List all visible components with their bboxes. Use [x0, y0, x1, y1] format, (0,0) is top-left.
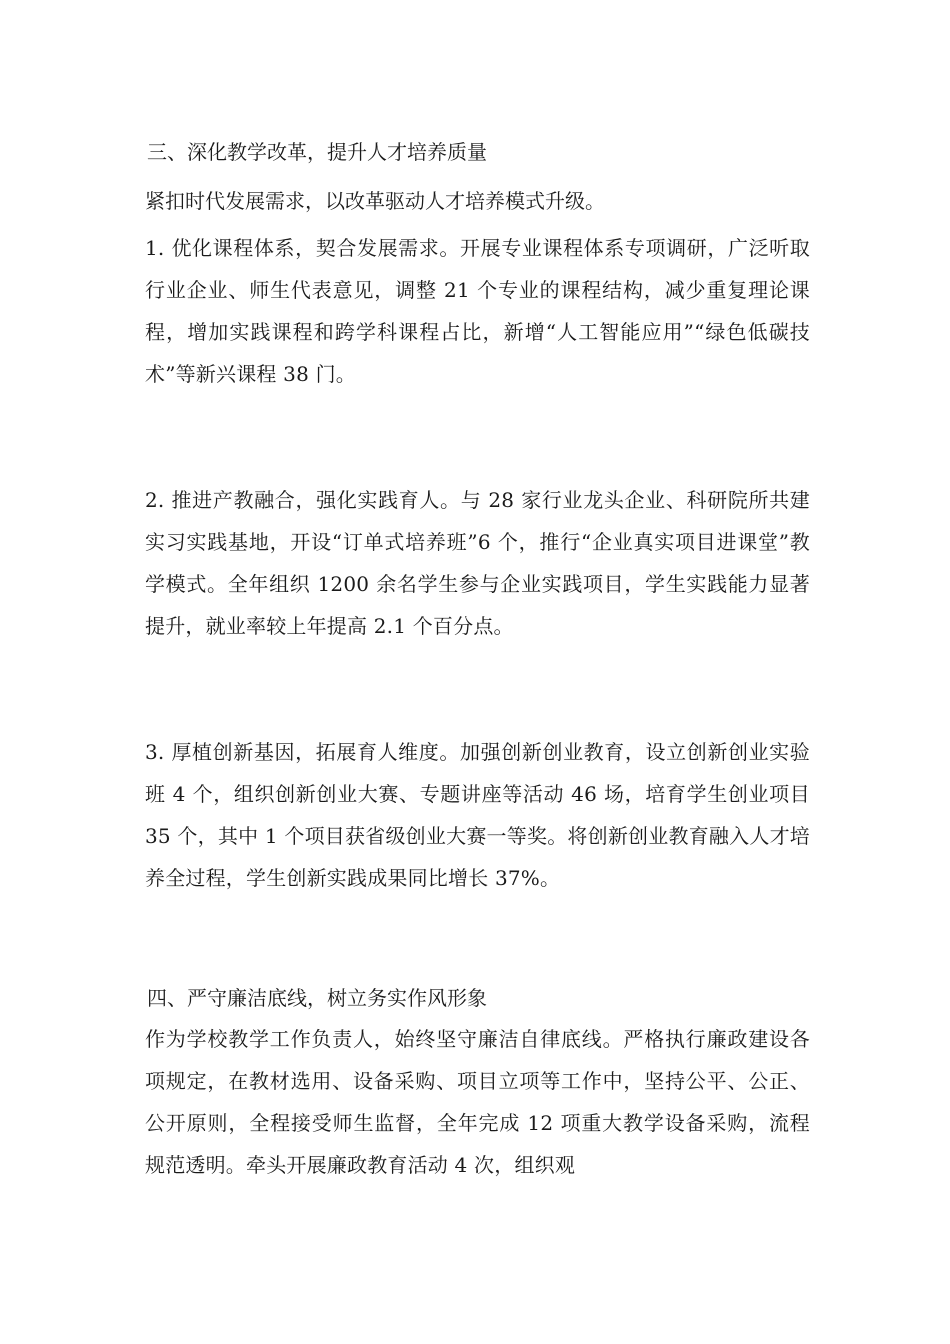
section-4-body: 作为学校教学工作负责人，始终坚守廉洁自律底线。严格执行廉政建设各项规定，在教材选用、设备采购、项目立项等工作中，坚持公平、公正、公开原则，全程接受师生监督，全年完成 12 项重大教学设备采购，流程规范透明。牵头开展廉政教育活动 4 次，组织观: [145, 1027, 810, 1177]
section-3-item-1: 1. 优化课程体系，契合发展需求。开展专业课程体系专项调研，广泛听取行业企业、师生代表意见，调整 21 个专业的课程结构，减少重复理论课程，增加实践课程和跨学科课程占比，新增“人工智能应用”“绿色低碳技术”等新兴课程 38 门。: [145, 236, 810, 386]
section-3-intro: 紧扣时代发展需求，以改革驱动人才培养模式升级。: [145, 189, 605, 213]
section-3-item-2: 2. 推进产教融合，强化实践育人。与 28 家行业龙头企业、科研院所共建实习实践基地，开设“订单式培养班”6 个，推行“企业真实项目进课堂”教学模式。全年组织 1200 余名学生参与企业实践项目，学生实践能力显著提升，就业率较上年提高 2.1 个百分点。: [145, 488, 810, 638]
section-3-item-3: 3. 厚植创新基因，拓展育人维度。加强创新创业教育，设立创新创业实验班 4 个，组织创新创业大赛、专题讲座等活动 46 场，培育学生创业项目 35 个，其中 1 个项目获省级创业大赛一等奖。将创新创业教育融入人才培养全过程，学生创新实践成果同比增长 37%。: [145, 740, 810, 890]
section-4-heading: 四、严守廉洁底线，树立务实作风形象: [147, 986, 487, 1010]
section-3-heading: 三、深化教学改革，提升人才培养质量: [147, 140, 487, 164]
